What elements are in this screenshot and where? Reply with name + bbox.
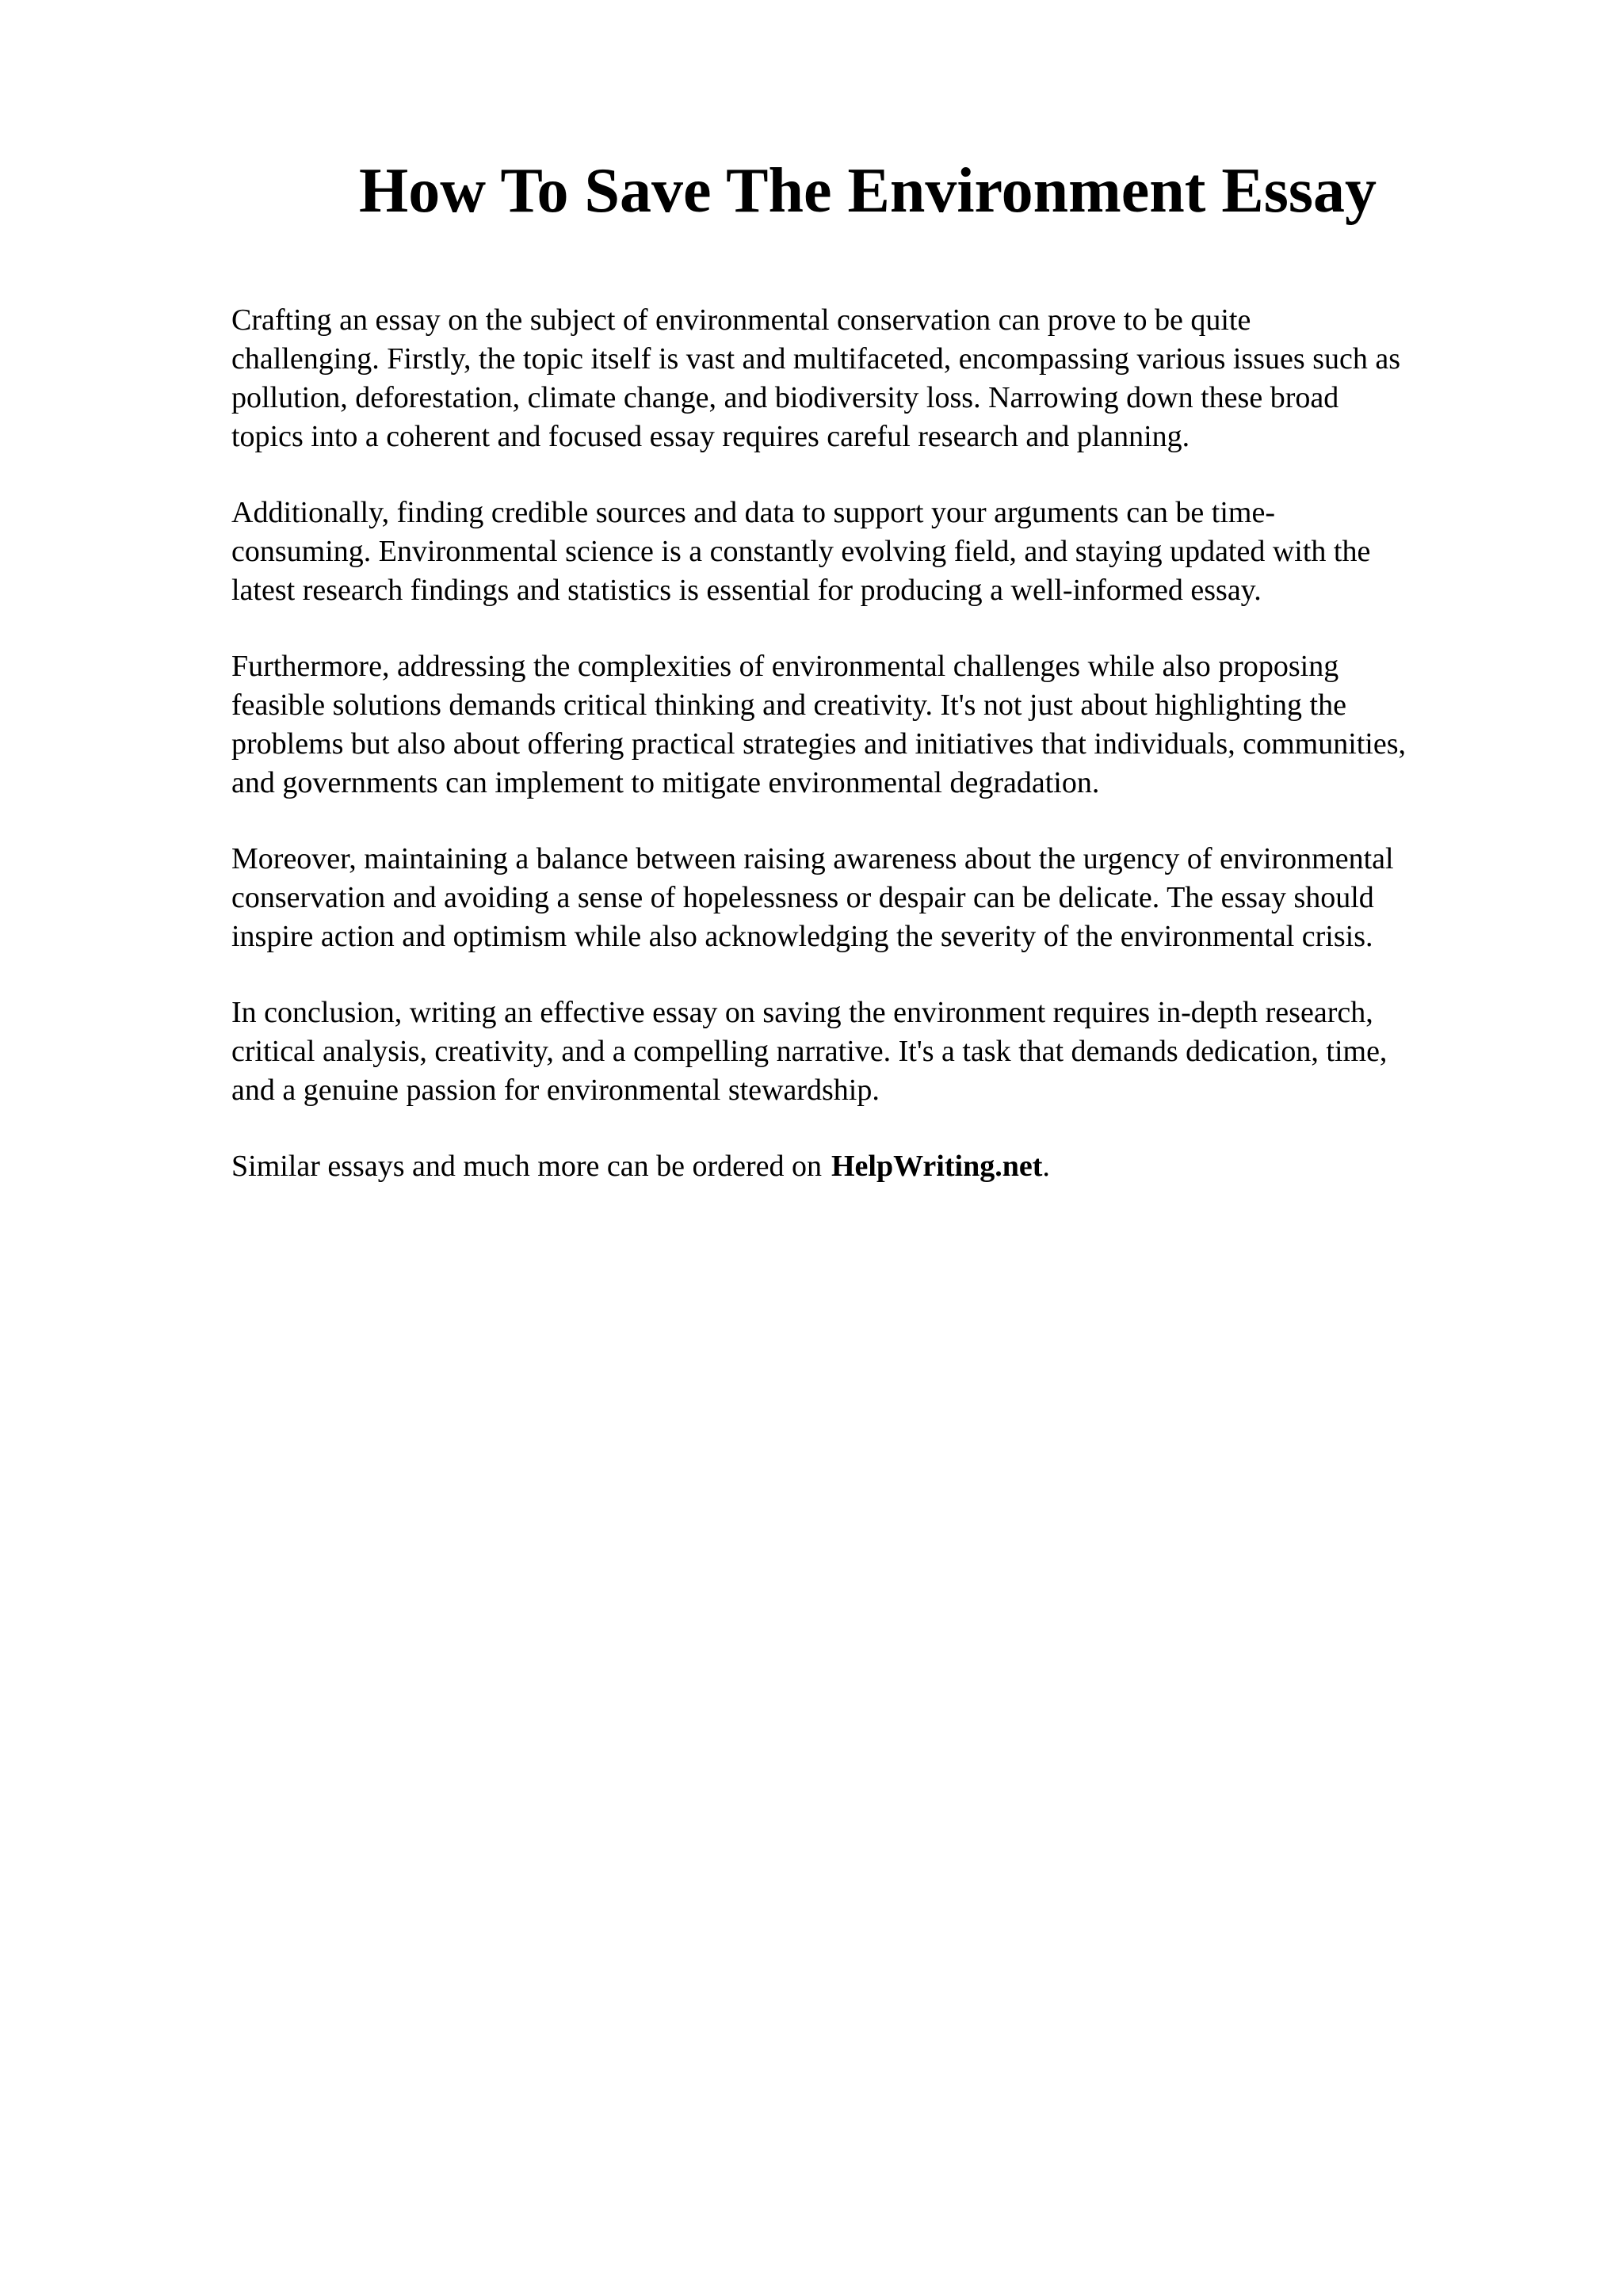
closing-sentence: [231, 1147, 1531, 1186]
paragraph-line: latest research findings and statistics is essential for producing a well-informed essay.: [231, 574, 1262, 607]
paragraph-line: In conclusion, writing an effective essay on saving the environment requires in-depth research,: [231, 996, 1373, 1029]
essay-title: How To Save The Environment Essay: [358, 156, 1377, 226]
closing-line: [231, 1147, 1531, 1186]
paragraph-line: pollution, deforestation, climate change, and biodiversity loss. Narrowing down these broad: [231, 381, 1339, 414]
paragraph-1: [231, 301, 1531, 456]
paragraph-line: conservation and avoiding a sense of hopelessness or despair can be delicate. The essay should: [231, 881, 1374, 914]
paragraph-line: and a genuine passion for environmental stewardship.: [231, 1074, 880, 1107]
paragraph-line: Crafting an essay on the subject of environmental conservation can prove to be quite: [231, 303, 1251, 337]
paragraph-line: critical analysis, creativity, and a compelling narrative. It's a task that demands dedication, time,: [231, 1035, 1388, 1068]
closing-suffix: .: [1042, 1150, 1050, 1183]
paragraph-line: topics into a coherent and focused essay requires careful research and planning.: [231, 420, 1190, 453]
paragraph-line: and governments can implement to mitigate environmental degradation.: [231, 766, 1100, 799]
paragraph-5: [231, 994, 1531, 1110]
paragraph-2: [231, 494, 1531, 610]
helpwriting-link[interactable]: HelpWriting.net: [831, 1150, 1043, 1183]
paragraph-4: [231, 840, 1531, 956]
paragraph-line: feasible solutions demands critical thinking and creativity. It's not just about highlighting the: [231, 688, 1346, 722]
paragraph-line: problems but also about offering practical strategies and initiatives that individuals, communities,: [231, 727, 1407, 761]
closing-prefix: Similar essays and much more can be ordered on: [231, 1150, 822, 1183]
paragraph-line: inspire action and optimism while also acknowledging the severity of the environmental crisis.: [231, 920, 1373, 953]
paragraph-line: Additionally, finding credible sources and data to support your arguments can be time-: [231, 496, 1275, 529]
paragraph-line: Moreover, maintaining a balance between raising awareness about the urgency of environmental: [231, 842, 1394, 875]
paragraph-line: Furthermore, addressing the complexities of environmental challenges while also proposing: [231, 650, 1339, 683]
paragraph-line: challenging. Firstly, the topic itself is vast and multifaceted, encompassing various issues such as: [231, 342, 1401, 376]
paragraph-line: consuming. Environmental science is a constantly evolving field, and staying updated with the: [231, 535, 1371, 568]
essay-body: [231, 301, 1531, 1223]
paragraph-3: [231, 647, 1531, 803]
